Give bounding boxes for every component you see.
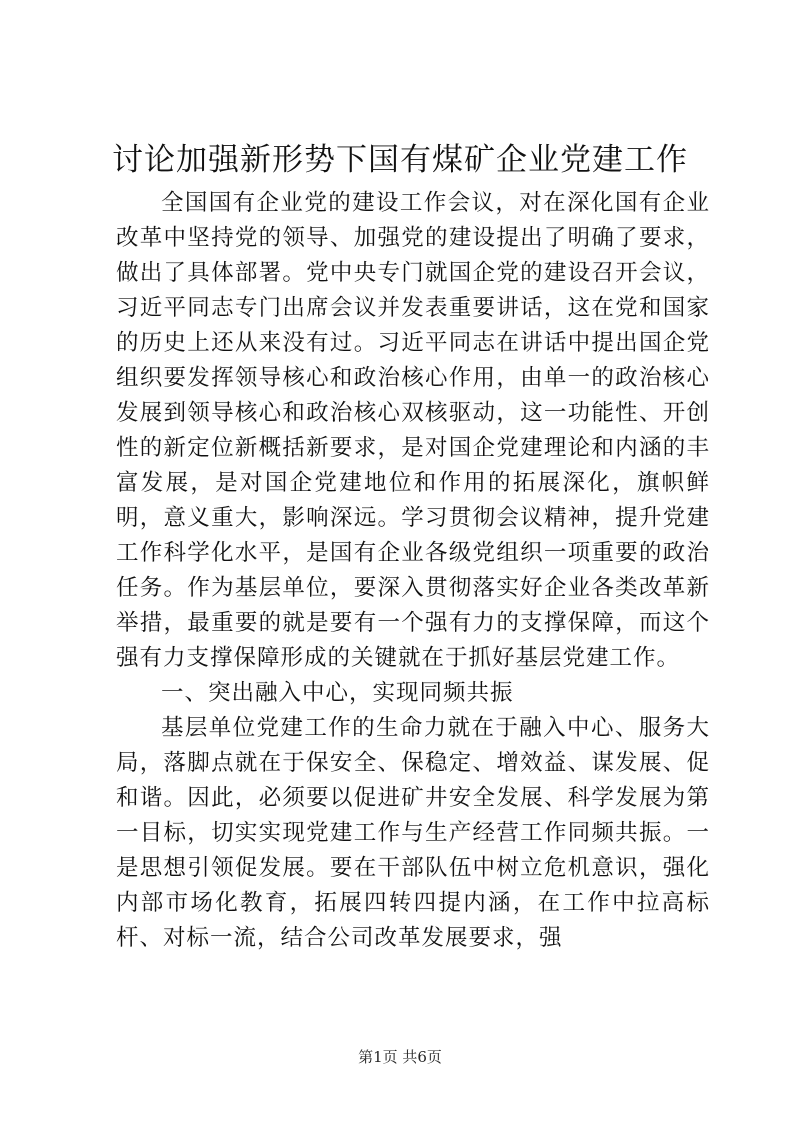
paragraph-section-1: 基层单位党建工作的生命力就在于融入中心、服务大局，落脚点就在于保安全、保稳定、增效益、谋发展、促和谐。因此，必须要以促进矿井安全发展、科学发展为第一目标，切实实现党建工作与生产经营工作同频共振。一是思想引领促发展。要在干部队伍中树立危机意识，强化内部市场化教育，拓展四转四提内涵，在工作中拉高标杆、对标一流，结合公司改革发展要求，强 bbox=[116, 715, 710, 951]
page-footer: 第1页 共6页 bbox=[358, 1048, 442, 1066]
paragraph-intro: 全国国有企业党的建设工作会议，对在深化国有企业改革中坚持党的领导、加强党的建设提出了明确了要求，做出了具体部署。党中央专门就国企党的建设召开会议，习近平同志专门出席会议并发表重要讲话，这在党和国家的历史上还从来没有过。习近平同志在讲话中提出国企党组织要发挥领导核心和政治核心作用，由单一的政治核心发展到领导核心和政治核心双核驱动，这一功能性、开创性的新定位新概括新要求，是对国企党建理论和内涵的丰富发展，是对国企党建地位和作用的拓展深化，旗帜鲜明，意义重大，影响深远。学习贯彻会议精神，提升党建工作科学化水平，是国有企业各级党组织一项重要的政治任务。作为基层单位，要深入贯彻落实好企业各类改革新举措，最重要的就是要有一个强有力的支撑保障，而这个强有力支撑保障形成的关键就在于抓好基层党建工作。 bbox=[116, 190, 710, 671]
section-heading-1: 一、突出融入中心，实现同频共振 bbox=[161, 680, 514, 706]
document-title: 讨论加强新形势下国有煤矿企业党建工作 bbox=[112, 142, 688, 178]
document-body bbox=[116, 186, 710, 956]
